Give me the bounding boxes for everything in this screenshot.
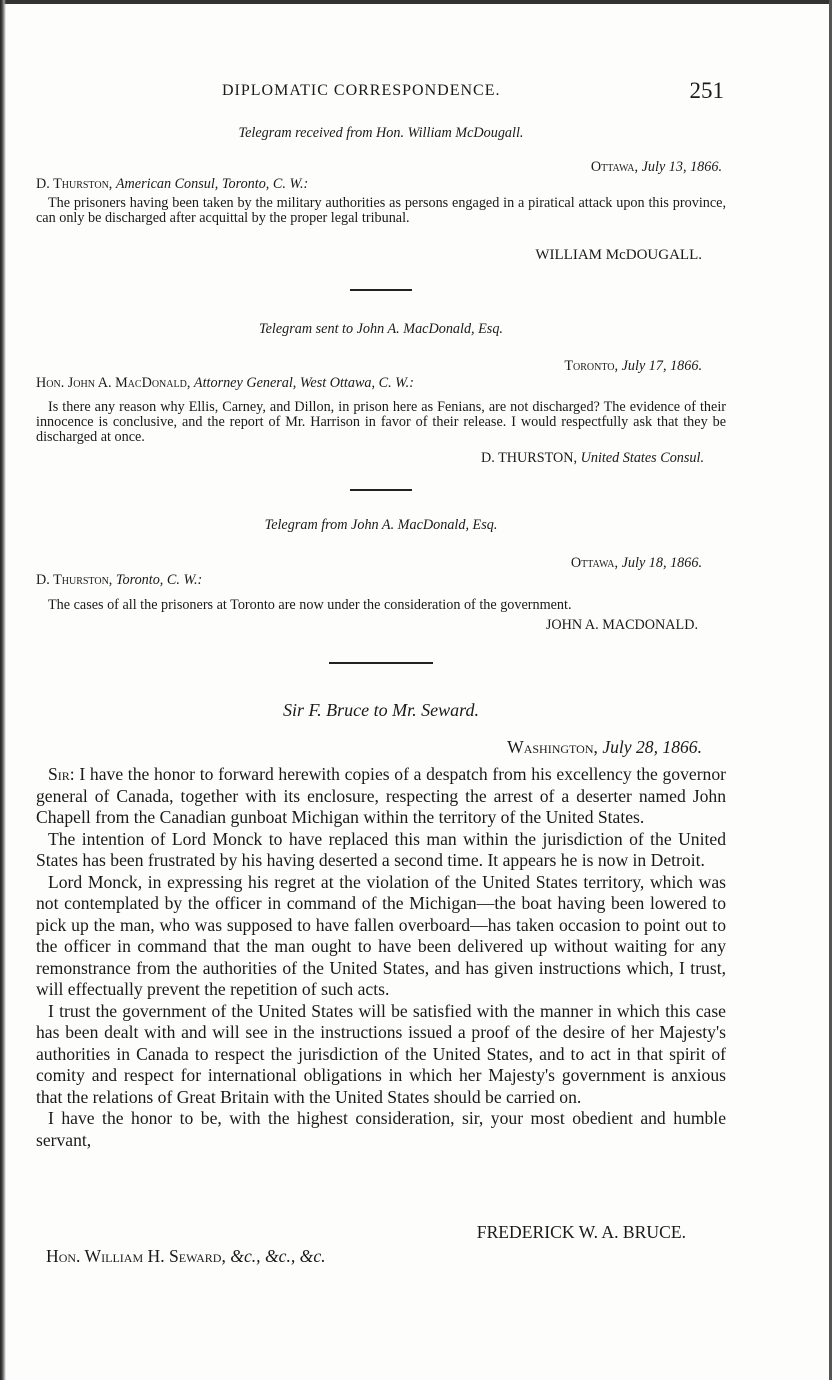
salutation: Sir: (48, 764, 75, 784)
signature-name: D. THURSTON, (481, 450, 578, 466)
paragraph: The prisoners having been taken by the military authorities as persons engaged in a piratical attack upon this province, can only be discharged after acquittal by the proper legal tribunal. (36, 195, 726, 226)
addressee-name: D. Thurston, (36, 572, 113, 588)
paragraph (36, 764, 726, 829)
closing-address (36, 1246, 726, 1268)
section-divider (36, 662, 726, 664)
addressee (36, 177, 726, 192)
dateline-date: July 17, 1866. (621, 358, 702, 374)
closing-name: Hon. William H. Seward, (46, 1246, 226, 1266)
page-top-edge (0, 0, 832, 4)
paragraph: The cases of all the prisoners at Toronto are now under the consideration of the government. (48, 597, 572, 613)
dateline (36, 737, 726, 759)
addressee (36, 376, 726, 391)
addressee-name: Hon. John A. MacDonald, (36, 375, 191, 391)
paragraph: Is there any reason why Ellis, Carney, and Dillon, in prison here as Fenians, are not discharged? The evidence of their innocence is conclusive, and the report of Mr. Harrison in favor of their release. I would respectfully ask that they be discharged at once. (36, 399, 726, 445)
dateline (36, 160, 726, 175)
closing-etcetera: &c., &c., &c. (230, 1246, 326, 1266)
section-divider (36, 489, 726, 491)
addressee-details: Attorney General, West Ottawa, C. W.: (193, 375, 414, 391)
paragraph: Lord Monck, in expressing his regret at the violation of the United States territory, which was not contemplated by the officer in command of the Michigan—the boat having been lowered to pick up the man, who was supposed to have fallen overboard—has taken occasion to point out to the officer in command that the man ought to have been delivered up without waiting for any remonstrance from the authorities of the United States, and has given instructions which, I trust, will effectually prevent the repetition of such acts. (36, 871, 726, 999)
page-number: 251 (689, 78, 724, 103)
telegram-heading: Telegram from John A. MacDonald, Esq. (264, 517, 498, 533)
telegram-body (36, 400, 726, 445)
signature (36, 451, 726, 466)
paragraph: I have the honor to be, with the highest consideration, sir, your most obedient and humble servant, (36, 1108, 726, 1150)
dateline-place: Ottawa, (570, 555, 619, 571)
dateline-place: Washington, (507, 737, 598, 757)
telegram-body (36, 196, 726, 226)
telegram-body (36, 598, 726, 613)
page-binding-edge (0, 0, 6, 1380)
paragraph: The intention of Lord Monck to have replaced this man within the jurisdiction of the United States has been frustrated by his having deserted a second time. It appears he is now in Detroit. (36, 828, 726, 870)
dateline-date: July 18, 1866. (621, 555, 702, 571)
signature-title: United States Consul. (580, 450, 704, 466)
dateline-date: July 13, 1866. (641, 159, 722, 175)
paragraph-text: I have the honor to forward herewith copies of a despatch from his excellency the governor general of Canada, together with its enclosure, respecting the arrest of a deserter named John Chapell from the Canadian gunboat Michigan within the territory of the United States. (36, 764, 727, 827)
paragraph: I trust the government of the United States will be satisfied with the manner in which this case has been dealt with and will see in the instructions issued a proof of the desire of her Majesty's authorities in Canada to respect the jurisdiction of the United States, and to act in that spirit of comity and respect for international obligations in which her Majesty's government is anxious that the relations of Great Britain with the United States should be carried on. (36, 1000, 726, 1107)
dateline (36, 359, 726, 374)
dateline-place: Ottawa, (590, 159, 639, 175)
page-header (36, 78, 726, 108)
letter-body (36, 764, 726, 1151)
signature: WILLIAM McDOUGALL. (535, 247, 702, 263)
section-divider (36, 289, 726, 291)
letter-heading: Sir F. Bruce to Mr. Seward. (283, 700, 479, 720)
addressee-details: Toronto, C. W.: (115, 572, 203, 588)
dateline-date: July 28, 1866. (602, 737, 702, 757)
telegram-heading: Telegram sent to John A. MacDonald, Esq. (259, 321, 503, 337)
signature: FREDERICK W. A. BRUCE. (476, 1222, 686, 1242)
telegram-heading: Telegram received from Hon. William McDougall. (238, 125, 524, 141)
dateline-place: Toronto, (564, 358, 619, 374)
addressee-details: American Consul, Toronto, C. W.: (115, 176, 309, 192)
running-title: DIPLOMATIC CORRESPONDENCE. (222, 82, 501, 99)
addressee (36, 573, 726, 588)
dateline (36, 556, 726, 571)
addressee-name: D. Thurston, (36, 176, 113, 192)
signature: JOHN A. MACDONALD. (545, 617, 698, 633)
